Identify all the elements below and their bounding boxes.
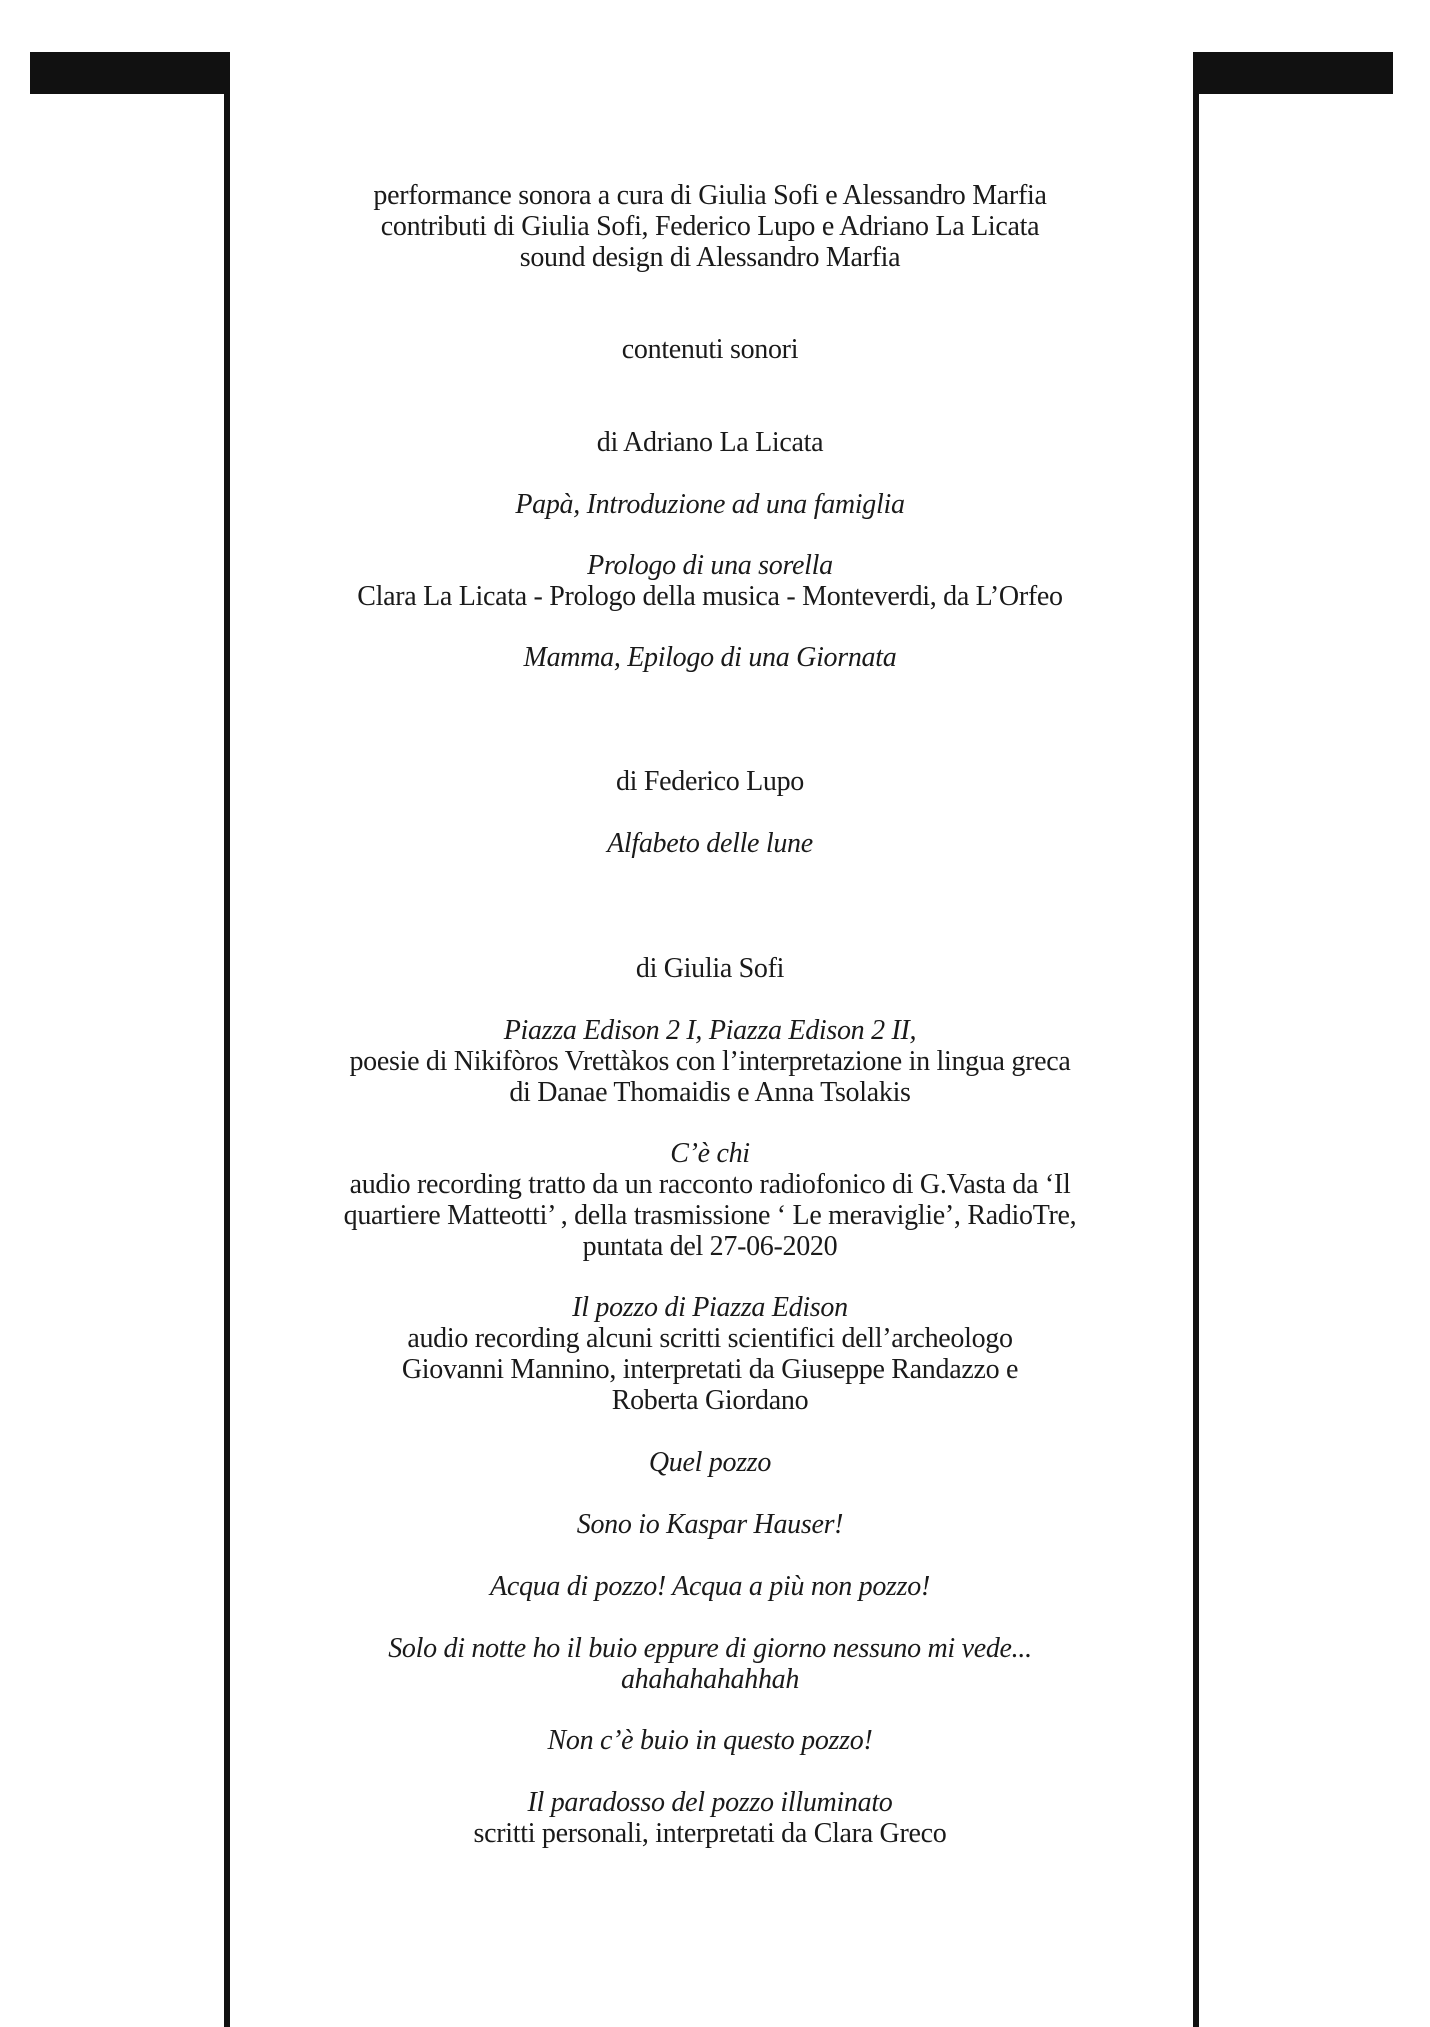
frame-line-left	[224, 52, 230, 2027]
work-description: poesie di Nikifòros Vrettàkos con l’interpretazione in lingua greca	[349, 1046, 1071, 1077]
frame-line-right	[1193, 52, 1199, 2027]
work-title: Piazza Edison 2 I, Piazza Edison 2 II,	[503, 1015, 917, 1046]
credits-block	[280, 180, 1140, 273]
work-description: puntata del 27-06-2020	[582, 1231, 838, 1262]
work-description: scritti personali, interpretati da Clara Greco	[473, 1818, 947, 1849]
author-federico: di Federico Lupo	[615, 766, 805, 797]
work-title: Alfabeto delle lune	[607, 828, 813, 859]
credits-contributors: contributi di Giulia Sofi, Federico Lupo e Adriano La Licata	[380, 211, 1040, 242]
work-title: Sono io Kaspar Hauser!	[576, 1509, 844, 1540]
work-title: ahahahahahhah	[620, 1664, 800, 1695]
work-title: C’è chi	[670, 1138, 750, 1169]
credits-performance: performance sonora a cura di Giulia Sofi e Alessandro Marfia	[373, 180, 1047, 211]
work-description: quartiere Matteotti’ , della trasmissione ‘ Le meraviglie’, RadioTre,	[343, 1200, 1077, 1231]
work-title: Il pozzo di Piazza Edison	[572, 1292, 848, 1323]
author-giulia: di Giulia Sofi	[635, 953, 785, 984]
work-title: Mamma, Epilogo di una Giornata	[523, 642, 897, 673]
work-title: Quel pozzo	[648, 1447, 772, 1478]
work-description: Clara La Licata - Prologo della musica - Monteverdi, da L’Orfeo	[357, 581, 1063, 612]
document-body	[280, 180, 1140, 1849]
work-title: Acqua di pozzo! Acqua a più non pozzo!	[490, 1571, 930, 1602]
work-description: Giovanni Mannino, interpretati da Giuseppe Randazzo e	[401, 1354, 1019, 1385]
author-adriano: di Adriano La Licata	[596, 427, 824, 458]
work-description: audio recording alcuni scritti scientifici dell’archeologo	[407, 1323, 1013, 1354]
work-title: Il paradosso del pozzo illuminato	[527, 1787, 893, 1818]
work-description: di Danae Thomaidis e Anna Tsolakis	[509, 1077, 911, 1108]
frame-bar-right	[1193, 52, 1393, 94]
work-description: Roberta Giordano	[611, 1385, 809, 1416]
credits-sound-design: sound design di Alessandro Marfia	[519, 242, 901, 273]
work-title: Non c’è buio in questo pozzo!	[547, 1725, 873, 1756]
work-description: audio recording tratto da un racconto radiofonico di G.Vasta da ‘Il	[349, 1169, 1071, 1200]
work-title: Papà, Introduzione ad una famiglia	[515, 489, 905, 520]
work-title: Prologo di una sorella	[587, 550, 833, 581]
frame-bar-left	[30, 52, 230, 94]
work-title: Solo di notte ho il buio eppure di giorno nessuno mi vede...	[388, 1633, 1032, 1664]
section-heading: contenuti sonori	[621, 334, 799, 365]
